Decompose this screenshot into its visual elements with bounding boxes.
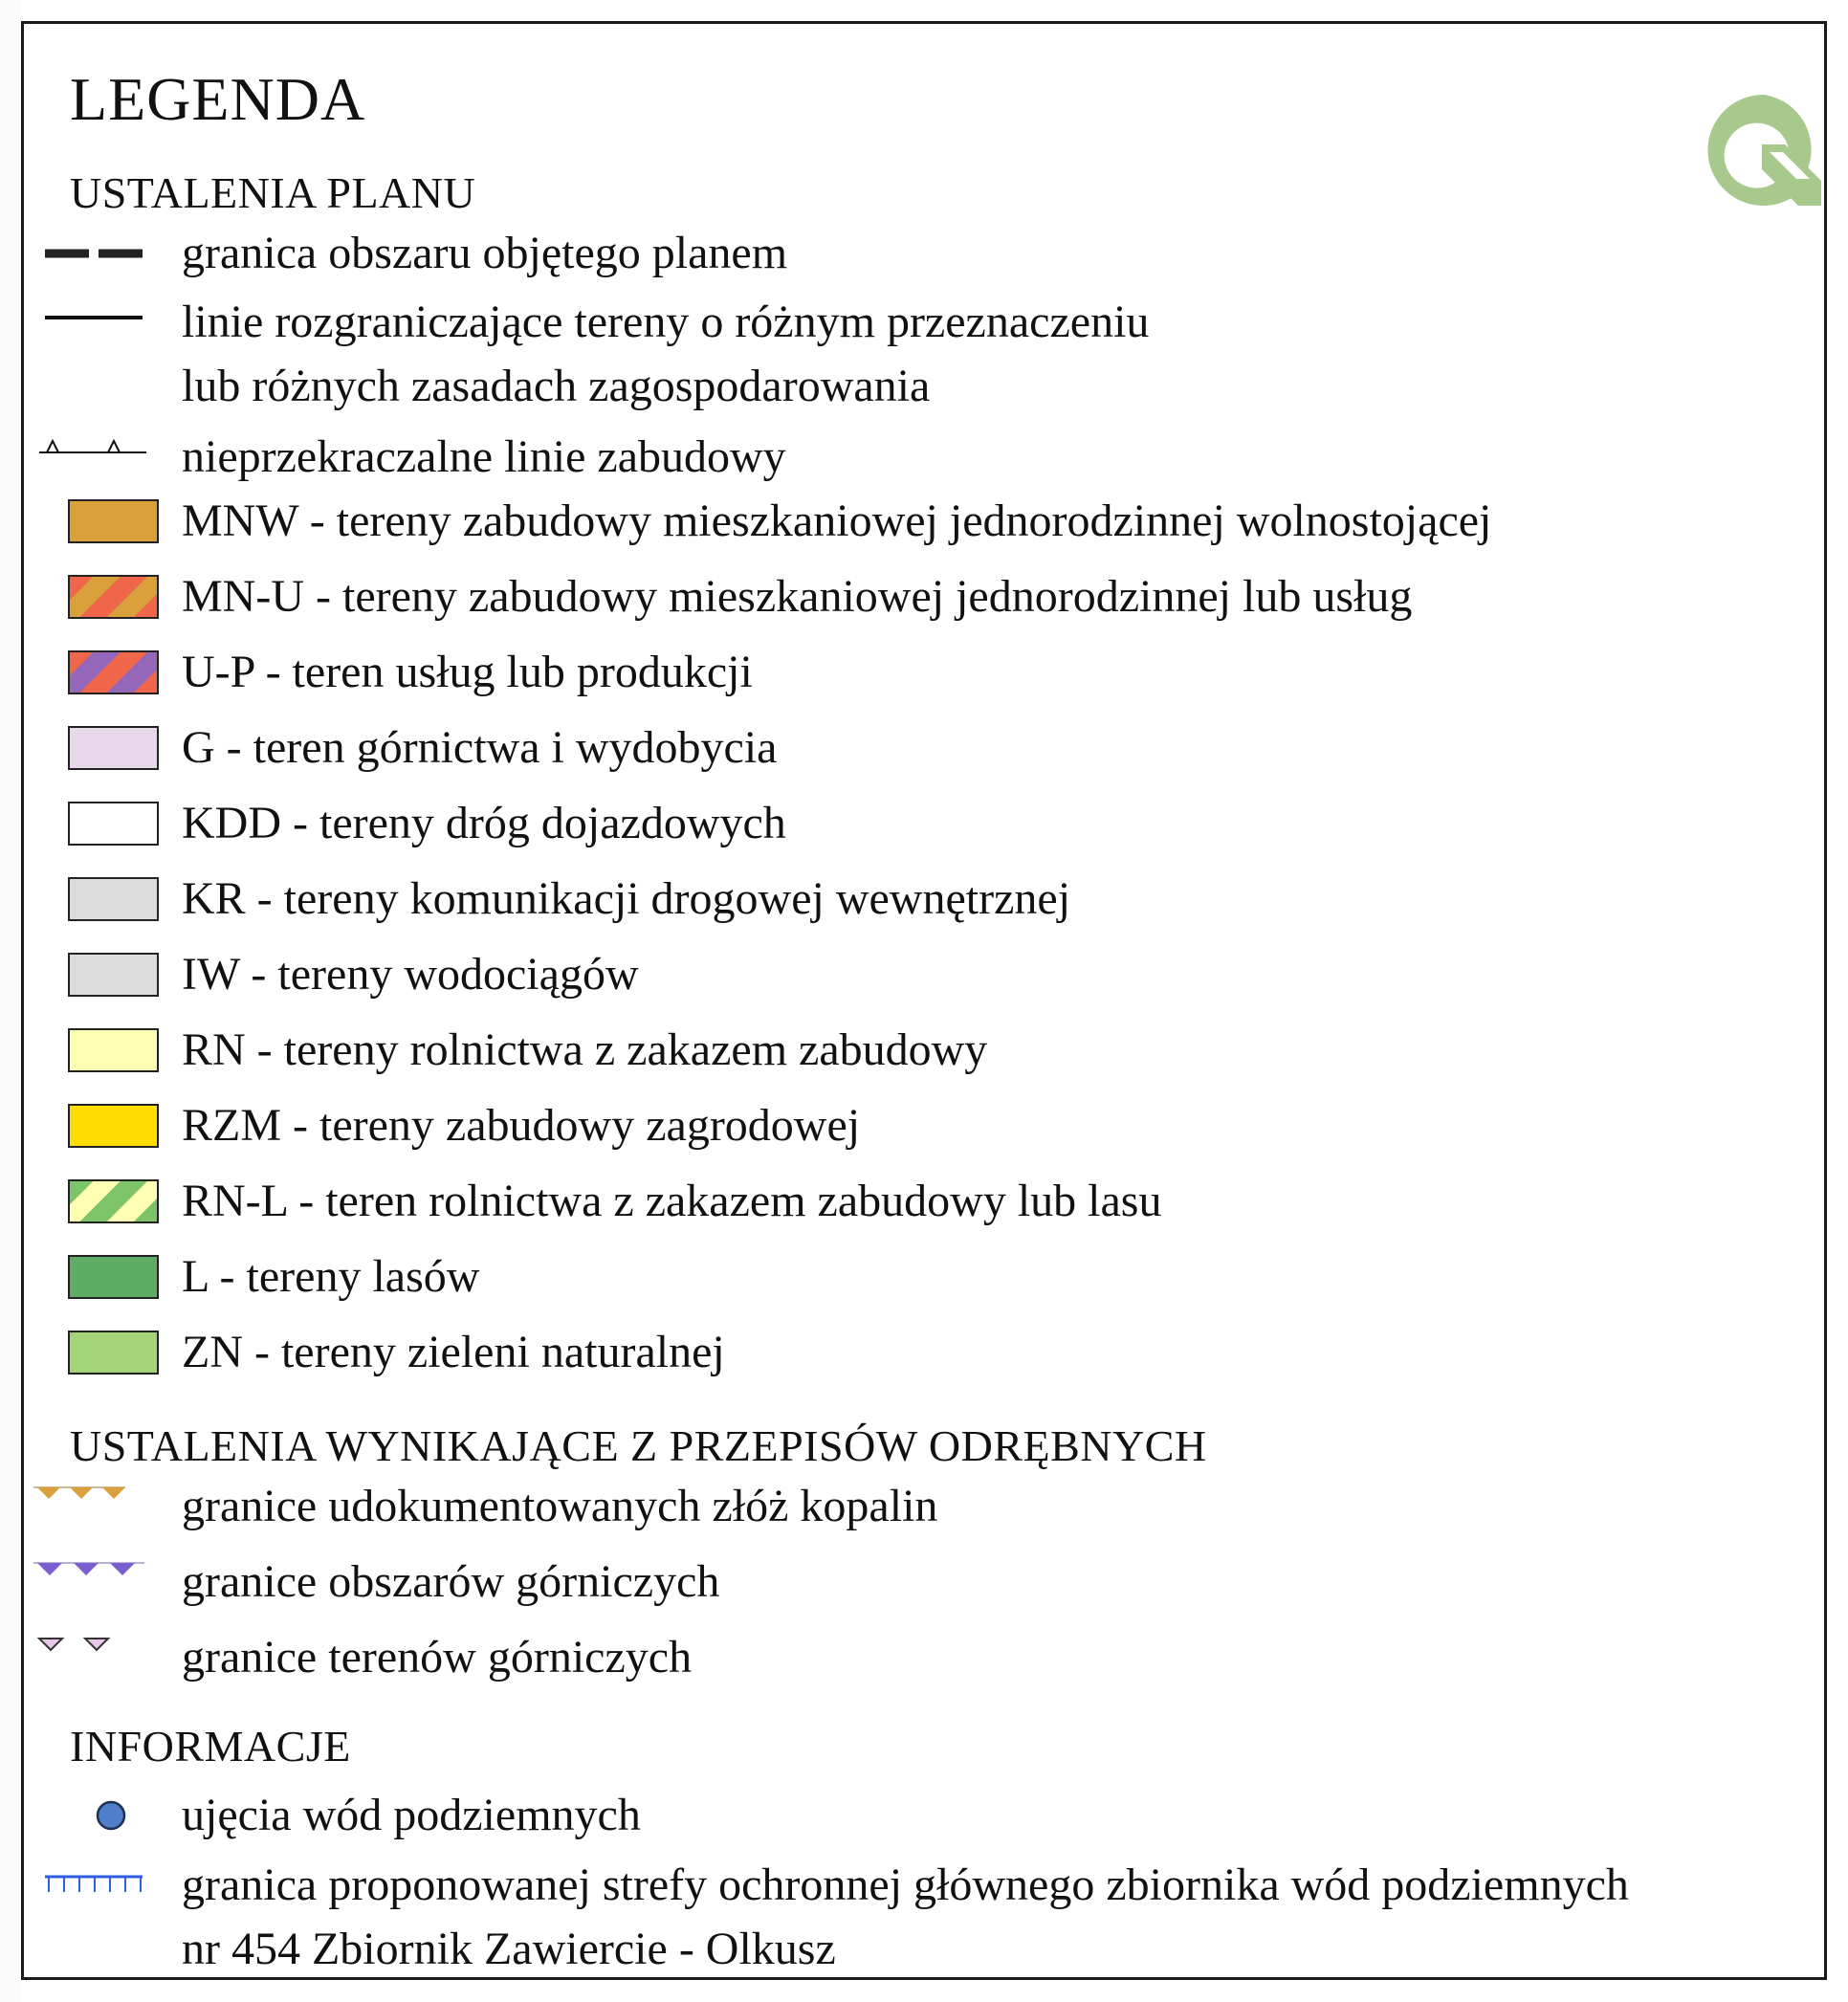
map-edge-strip xyxy=(0,0,21,2002)
label-water-intakes: ujęcia wód podziemnych xyxy=(182,1790,641,1840)
label-iw: IW - tereny wodociągów xyxy=(182,949,639,1000)
label-l: L - tereny lasów xyxy=(182,1251,480,1302)
plan-boundary-symbol xyxy=(41,244,146,263)
qgis-logo-icon xyxy=(1703,89,1825,209)
label-gzwp-2: nr 454 Zbiornik Zawiercie - Olkusz xyxy=(182,1924,836,1974)
label-rzm: RZM - tereny zabudowy zagrodowej xyxy=(182,1100,861,1151)
l-swatch xyxy=(68,1255,159,1299)
label-dividing-lines-2: lub różnych zasadach zagospodarowania xyxy=(182,361,931,411)
label-gzwp-1: granica proponowanej strefy ochronnej głównego zbiornika wód podziemnych xyxy=(182,1859,1629,1910)
mining-terrain-symbol xyxy=(32,1635,127,1656)
label-deposits: granice udokumentowanych złóż kopalin xyxy=(182,1481,938,1531)
mining-area-symbol xyxy=(32,1559,146,1580)
mnw-swatch xyxy=(68,499,159,543)
gzwp-boundary-symbol xyxy=(41,1873,146,1898)
section-info: INFORMACJE xyxy=(70,1722,351,1771)
label-dividing-lines-1: linie rozgraniczające tereny o różnym przeznaczeniu xyxy=(182,297,1150,347)
rzm-swatch xyxy=(68,1104,159,1148)
label-zn: ZN - tereny zieleni naturalnej xyxy=(182,1327,725,1377)
label-mnw: MNW - tereny zabudowy mieszkaniowej jednorodzinnej wolnostojącej xyxy=(182,495,1492,546)
label-rnl: RN-L - teren rolnictwa z zakazem zabudowy lub lasu xyxy=(182,1176,1162,1226)
label-plan-boundary: granica obszaru objętego planem xyxy=(182,228,788,278)
legend-panel xyxy=(21,21,1827,1980)
label-mining-terrains: granice terenów górniczych xyxy=(182,1632,693,1683)
section-plan: USTALENIA PLANU xyxy=(70,168,476,217)
mnu-swatch xyxy=(68,575,159,619)
dividing-line-symbol xyxy=(41,311,146,324)
label-mining-areas: granice obszarów górniczych xyxy=(182,1556,720,1607)
section-regulations: USTALENIA WYNIKAJĄCE Z PRZEPISÓW ODRĘBNYCH xyxy=(70,1421,1207,1470)
label-mnu: MN-U - tereny zabudowy mieszkaniowej jednorodzinnej lub usług xyxy=(182,571,1413,622)
water-intake-symbol xyxy=(95,1799,127,1832)
rnl-swatch xyxy=(68,1179,159,1223)
building-line-symbol xyxy=(37,433,148,456)
label-up: U-P - teren usług lub produkcji xyxy=(182,647,753,697)
label-rn: RN - tereny rolnictwa z zakazem zabudowy xyxy=(182,1024,988,1075)
label-g: G - teren górnictwa i wydobycia xyxy=(182,722,778,773)
label-kr: KR - tereny komunikacji drogowej wewnętrznej xyxy=(182,873,1071,924)
rn-swatch xyxy=(68,1028,159,1072)
g-swatch xyxy=(68,726,159,770)
up-swatch xyxy=(68,650,159,694)
kdd-swatch xyxy=(68,802,159,846)
deposit-boundary-symbol xyxy=(32,1484,127,1505)
zn-swatch xyxy=(68,1331,159,1375)
kr-swatch xyxy=(68,877,159,921)
iw-swatch xyxy=(68,953,159,997)
legend-title: LEGENDA xyxy=(70,65,366,133)
label-kdd: KDD - tereny dróg dojazdowych xyxy=(182,798,786,848)
label-building-lines: nieprzekraczalne linie zabudowy xyxy=(182,431,786,482)
